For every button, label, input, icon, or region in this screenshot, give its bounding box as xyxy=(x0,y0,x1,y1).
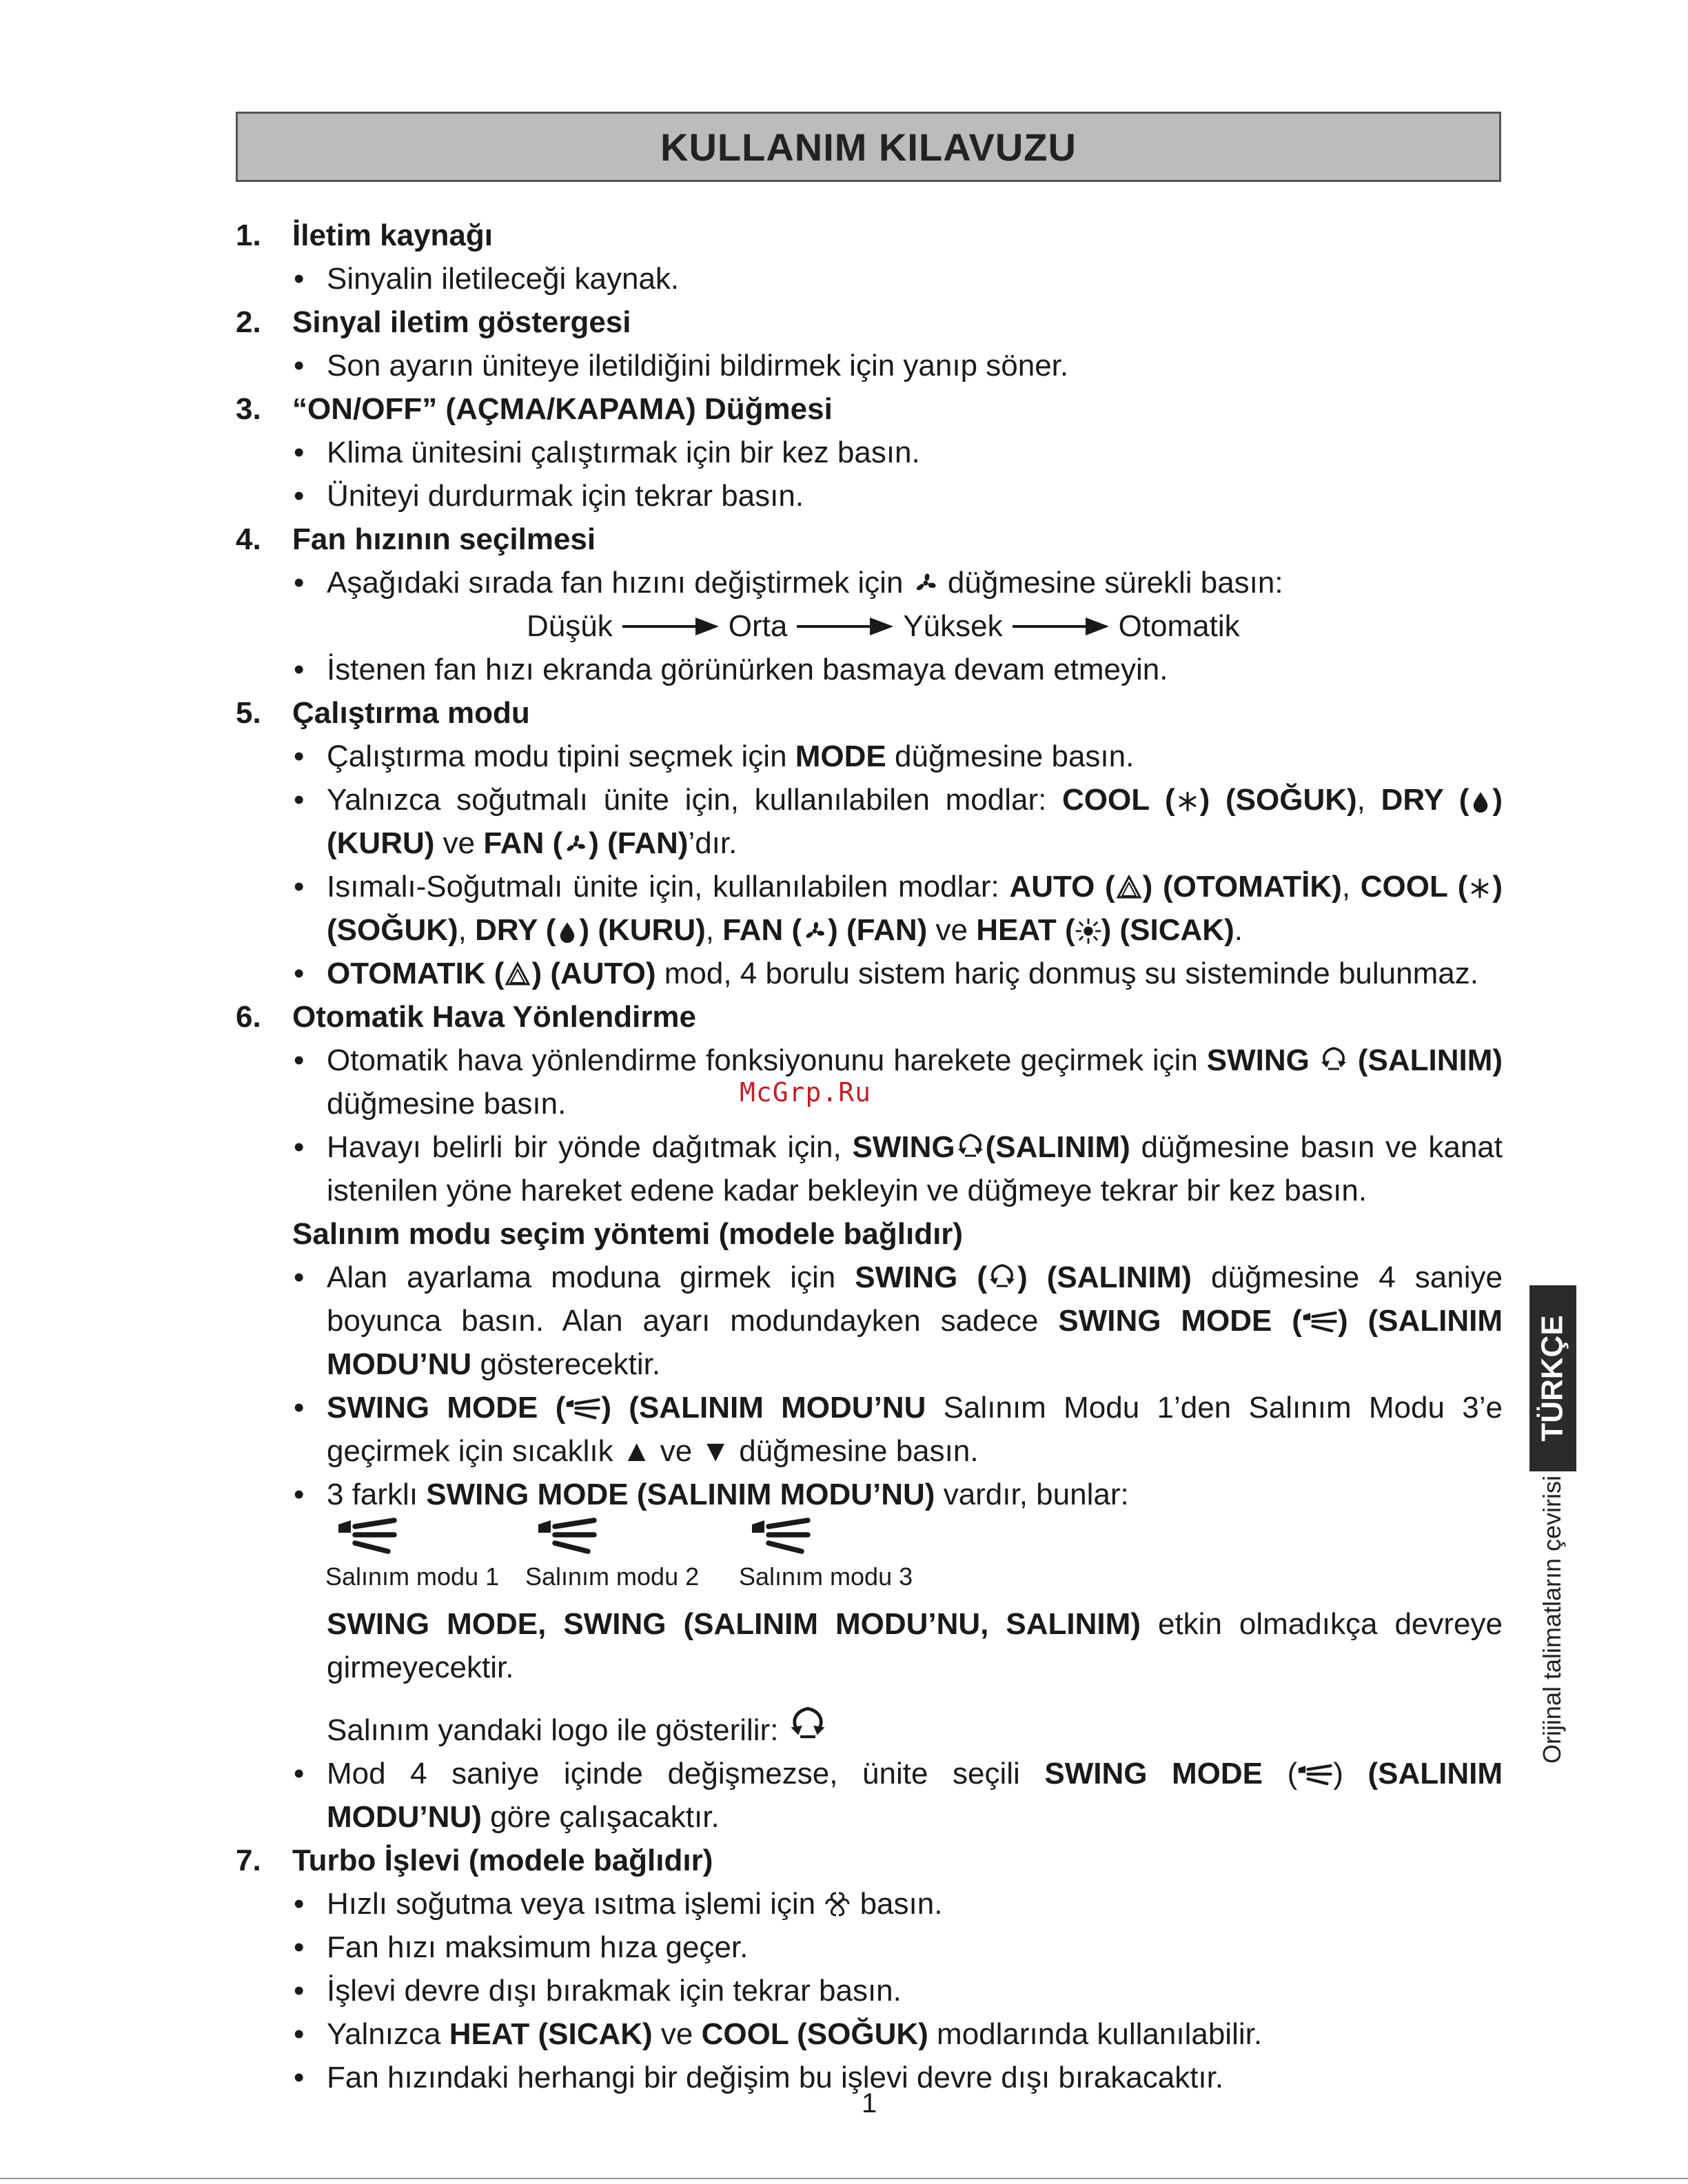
page-title: KULLANIM KILAVUZU xyxy=(236,112,1501,182)
section-title: İletim kaynağı xyxy=(292,218,494,252)
section-title: “ON/OFF” (AÇMA/KAPAMA) Düğmesi xyxy=(292,392,833,426)
spacer xyxy=(236,1689,1503,1703)
heat-label: HEAT ( xyxy=(976,913,1075,947)
text: Yalnızca soğutmalı ünite için, kullanılabilen modlar: xyxy=(327,783,1047,817)
text: Isımalı-Soğutmalı ünite için, kullanılabilen modlar: xyxy=(327,870,999,904)
text: düğmesine 4 saniye boyunca basın. Alan ayarı modundayken sadece xyxy=(327,1261,1503,1338)
language-tab xyxy=(1529,1285,1576,1471)
heat-label: HEAT (SICAK) xyxy=(449,2017,653,2051)
section-title: Çalıştırma modu xyxy=(292,696,530,730)
swing-mode-2 xyxy=(525,1516,699,1591)
swing-mode-1 xyxy=(325,1516,499,1591)
bullet-item xyxy=(236,1473,1503,1516)
swing-mode-label: SWING MODE xyxy=(1044,1757,1263,1790)
arrow-right-icon xyxy=(797,616,893,637)
text: düğmesine basın. xyxy=(327,1087,567,1121)
translation-note xyxy=(1532,1475,1573,1764)
text: 3 farklı xyxy=(327,1478,418,1511)
swing-note xyxy=(236,1602,1503,1689)
auto-label-tr: ) (AUTO) xyxy=(531,957,656,990)
swing-mode-label: SWING MODE ( xyxy=(327,1391,566,1425)
swing-mode-icon xyxy=(565,1397,601,1422)
bullet-item: • Sinyalin iletileceği kaynak. xyxy=(236,257,1503,300)
sun-icon xyxy=(1075,918,1101,944)
bullet-item: • İstenen fan hızı ekranda görünürken basmaya devam etmeyin. xyxy=(236,648,1503,691)
bullet-item xyxy=(236,952,1503,995)
text: düğmesine basın. xyxy=(895,739,1135,773)
swing-icon xyxy=(987,1261,1017,1292)
text: Otomatik hava yönlendirme fonksiyonunu harekete geçirmek için xyxy=(327,1043,1198,1077)
text: düğmesine sürekli basın: xyxy=(947,566,1283,600)
text: gösterecektir. xyxy=(480,1347,661,1381)
text: modlarında kullanılabilir. xyxy=(937,2017,1263,2051)
section-number: 2. xyxy=(236,305,261,339)
text: düğmesine basın ve kanat istenilen yöne hareket edene kadar bekleyin ve düğmeye tekrar bir kez basın. xyxy=(327,1130,1503,1207)
text: Hızlı soğutma veya ısıtma işlemi için xyxy=(327,1887,816,1921)
text: mod, 4 borulu sistem hariç donmuş su sisteminde bulunmaz. xyxy=(664,957,1478,990)
fan-icon xyxy=(912,569,939,597)
section-2 xyxy=(236,300,1503,344)
swing-icon xyxy=(955,1131,986,1161)
swing-icon xyxy=(787,1703,828,1744)
cool-label: COOL ( xyxy=(1360,870,1468,904)
salinim-label: ) (SALINIM) xyxy=(1017,1261,1192,1294)
bullet-item: • Klima ünitesini çalıştırmak için bir kez basın. xyxy=(236,431,1503,474)
swing-label: SWING xyxy=(852,1130,955,1164)
swing-mode-label: SWING MODE ( xyxy=(1058,1304,1302,1338)
dry-label-tr: ) (KURU) xyxy=(579,913,706,947)
language-tab-label: TÜRKÇE xyxy=(1536,1315,1570,1442)
section-number: 4. xyxy=(236,522,261,556)
text: ve xyxy=(935,913,968,947)
fan-speed-high: Yüksek xyxy=(903,609,1003,643)
fan-speed-medium: Orta xyxy=(728,609,788,643)
fan-label-tr: ) (FAN) xyxy=(828,913,928,947)
swing-mode-2-label: Salınım modu 2 xyxy=(525,1562,700,1591)
auto-label: OTOMATIK ( xyxy=(327,957,505,990)
swing-mode-3-icon xyxy=(743,1516,819,1558)
triangle-up-icon: ▲ xyxy=(621,1434,652,1468)
bullet-item xyxy=(236,561,1503,604)
section-4 xyxy=(236,518,1503,561)
page-number: 1 xyxy=(862,2088,877,2119)
text: Salınım yandaki logo ile gösterilir: xyxy=(327,1713,779,1747)
snowflake-icon xyxy=(1175,789,1200,814)
manual-content xyxy=(236,214,1503,2099)
bullet-item: • İşlevi devre dışı bırakmak için tekrar basın. xyxy=(236,1969,1503,2012)
triangle-down-icon: ▼ xyxy=(700,1434,731,1468)
text: Mod 4 saniye içinde değişmezse, ünite seçili xyxy=(327,1757,1020,1790)
section-number: 1. xyxy=(236,218,261,252)
fan-label-tr: ) (FAN) xyxy=(589,826,689,860)
bottom-rule xyxy=(0,2178,1688,2179)
fan-speed-auto: Otomatik xyxy=(1118,609,1240,643)
bullet-item: • Yalnızca soğutmalı ünite için, kullanılabilen modlar: COOL ( ) (SOĞUK), DRY ( ) (KURU) ve FAN ( ) (FAN)’dır. xyxy=(236,778,1503,865)
text: Salınım Modu 1’den Salınım Modu 3’e geçirmek için sıcaklık xyxy=(327,1391,1503,1468)
auto-triangle-icon xyxy=(1115,873,1143,901)
bullet-item xyxy=(236,1256,1503,1386)
snowflake-icon xyxy=(1467,876,1492,901)
swing-label: SWING ( xyxy=(855,1261,988,1294)
swing-logo-note xyxy=(236,1703,1503,1752)
section-6 xyxy=(236,995,1503,1039)
section-5 xyxy=(236,691,1503,735)
subsection-title: Salınım modu seçim yöntemi (modele bağlıdır) xyxy=(292,1217,964,1251)
bullet-item: • Son ayarın üniteye iletildiğini bildirmek için yanıp söner. xyxy=(236,344,1503,387)
arrow-right-icon xyxy=(622,616,719,637)
swing-mode-label-tr: ) (SALINIM MODU’NU xyxy=(601,1391,926,1425)
bullet-item: • Fan hızındaki herhangi bir değişim bu işlevi devre dışı bırakacaktır. xyxy=(236,2056,1503,2099)
arrow-right-icon xyxy=(1013,616,1109,637)
text: ve xyxy=(443,826,476,860)
swing-mode-label: SWING MODE, SWING (SALINIM MODU’NU, SALINIM) xyxy=(327,1607,1141,1641)
watermark: McGrp.Ru xyxy=(740,1077,872,1108)
droplet-icon xyxy=(1469,789,1492,814)
cool-label-tr: ) (SOĞUK) xyxy=(1199,783,1357,817)
bullet-item xyxy=(236,1882,1503,1926)
text: ve xyxy=(660,2017,693,2051)
text: etkin olmadıkça devreye girmeyecektir. xyxy=(327,1607,1503,1684)
text: ’dır. xyxy=(688,826,738,860)
salinim-label: (SALINIM) xyxy=(1357,1043,1503,1077)
text: düğmesine basın. xyxy=(739,1434,979,1468)
text: Aşağıdaki sırada fan hızını değiştirmek için xyxy=(327,566,904,600)
text: Alan ayarlama moduna girmek için xyxy=(327,1261,836,1294)
swing-mode-3-label: Salınım modu 3 xyxy=(739,1562,913,1591)
heat-label-tr: ) (SICAK) xyxy=(1101,913,1234,947)
cool-label: COOL (SOĞUK) xyxy=(701,2017,928,2051)
section-title: Turbo İşlevi (modele bağlıdır) xyxy=(292,1844,713,1877)
swing-label: SWING xyxy=(1206,1043,1310,1077)
swing-mode-label-tr: (SALINIM MODU’NU) xyxy=(327,1757,1503,1834)
dry-label: DRY ( xyxy=(1381,783,1470,817)
auto-label: AUTO ( xyxy=(1009,870,1115,904)
swing-mode-icon xyxy=(1302,1310,1338,1335)
text: göre çalışacaktır. xyxy=(490,1800,720,1834)
text: Yalnızca xyxy=(327,2017,441,2051)
auto-triangle-icon xyxy=(504,960,531,988)
fan-icon xyxy=(802,918,828,944)
section-number: 3. xyxy=(236,392,261,426)
bullet-item: • Üniteyi durdurmak için tekrar basın. xyxy=(236,474,1503,518)
bullet-item xyxy=(236,1125,1503,1212)
text: vardır, bunlar: xyxy=(943,1478,1129,1511)
text: ve xyxy=(660,1434,693,1468)
salinim-label: (SALINIM) xyxy=(985,1130,1130,1164)
swing-icon xyxy=(1319,1044,1349,1074)
bullet-item xyxy=(236,1386,1503,1473)
swing-mode-options xyxy=(325,1516,1503,1602)
bullet-item xyxy=(236,2012,1503,2056)
section-number: 5. xyxy=(236,696,261,730)
section-7 xyxy=(236,1839,1503,1882)
section-title: Otomatik Hava Yönlendirme xyxy=(292,1000,697,1034)
section-number: 6. xyxy=(236,1000,261,1034)
dry-label: DRY ( xyxy=(475,913,556,947)
swing-mode-label: SWING MODE (SALINIM MODU’NU) xyxy=(426,1478,935,1511)
swing-mode-label-tr: ) (SALINIM MODU’NU xyxy=(327,1304,1503,1381)
cool-label: COOL ( xyxy=(1062,783,1175,817)
swing-mode-1-icon xyxy=(329,1516,405,1558)
dry-label-tr: ) (KURU) xyxy=(327,783,1503,860)
section-number: 7. xyxy=(236,1844,261,1877)
bullet-item: • Mod 4 saniye içinde değişmezse, ünite seçili SWING MODE ( ) (SALINIM MODU’NU) göre çalışacaktır. xyxy=(236,1752,1503,1839)
swing-mode-2-icon xyxy=(529,1516,605,1558)
text: Havayı belirli bir yönde dağıtmak için, xyxy=(327,1130,842,1164)
text: Çalıştırma modu tipini seçmek için xyxy=(327,739,787,773)
section-3 xyxy=(236,387,1503,431)
fan-speed-low: Düşük xyxy=(527,609,613,643)
swing-mode-icon xyxy=(1297,1763,1333,1788)
section-title: Fan hızının seçilmesi xyxy=(292,522,596,556)
swing-mode-1-label: Salınım modu 1 xyxy=(325,1562,500,1591)
turbo-icon xyxy=(824,1890,851,1918)
cool-label-tr: ) (SOĞUK) xyxy=(327,870,1503,947)
bullet-item: • Isımalı-Soğutmalı ünite için, kullanılabilen modlar: AUTO ( ) (OTOMATİK), COOL ( ) (SOĞUK), DRY ( ) (KURU), FAN ( ) (FAN) ve HEAT ( ) (SICAK). xyxy=(236,865,1503,952)
auto-label-tr: ) (OTOMATİK) xyxy=(1142,870,1342,904)
mode-label: MODE xyxy=(795,739,886,773)
droplet-icon xyxy=(556,919,579,944)
text: basın. xyxy=(860,1887,943,1921)
section-1 xyxy=(236,214,1503,257)
bullet-item: • Fan hızı maksimum hıza geçer. xyxy=(236,1926,1503,1969)
fan-label: FAN ( xyxy=(483,826,563,860)
fan-icon xyxy=(562,831,589,857)
swing-mode-3 xyxy=(739,1516,913,1591)
fan-label: FAN ( xyxy=(722,913,802,947)
translation-note-label: Orijinal talimatların çevirisi xyxy=(1538,1475,1567,1764)
fan-speed-sequence xyxy=(236,604,1503,648)
section-title: Sinyal iletim göstergesi xyxy=(292,305,631,339)
bullet-item xyxy=(236,735,1503,778)
